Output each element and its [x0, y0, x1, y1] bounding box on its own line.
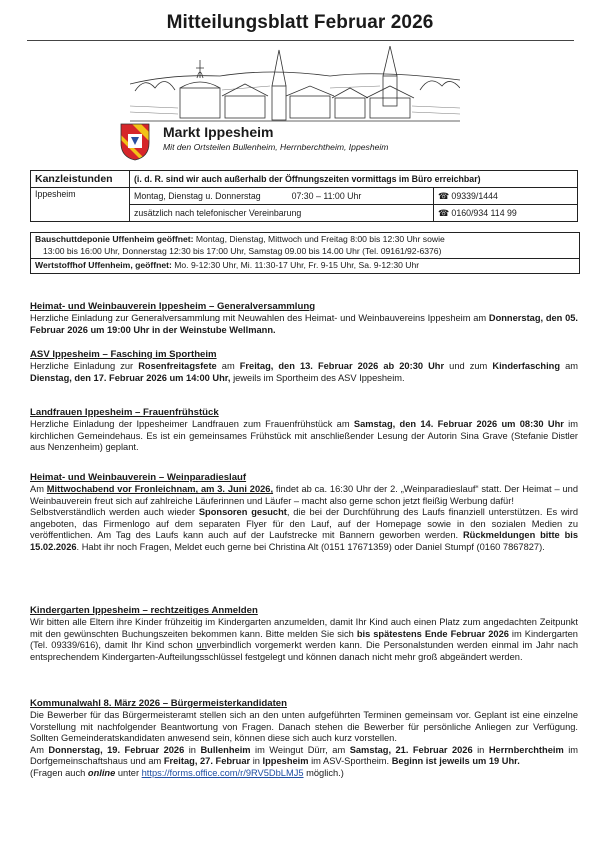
municipality-name: Markt Ippesheim: [163, 124, 274, 140]
office-location: Ippesheim: [31, 188, 130, 222]
text: möglich.): [303, 767, 344, 778]
title-divider: [27, 40, 574, 41]
article-body: [30, 484, 578, 507]
article-body: [30, 361, 578, 384]
text: , die bei der Durchführung des Laufs finanziell unterstützen. Es wird angeboten, das Firmenlogo auf dem separaten Flyer für den Lauf, auf der Homepage sowie in den sozialen Medien zu veröffentlichen. Am Tag des Laufs kann auch auf der Laufstrecke mit Bannern geworben werden.: [30, 507, 578, 541]
article-mayor-candidates: [30, 698, 578, 780]
text: jeweils im Sportheim des ASV Ippesheim.: [230, 372, 405, 383]
text: am: [560, 361, 579, 371]
text: und zum: [444, 361, 493, 371]
text: im Kindergarten (Tel. 09339/616), damit Ihr Kind schon: [30, 628, 578, 651]
article-heading: ASV Ippesheim – Fasching im Sportheim: [30, 349, 217, 360]
text: Am: [30, 484, 47, 494]
office-days-time: [130, 188, 434, 205]
office-hours-table: [30, 170, 578, 222]
text: verbindlich vorgemerkt werden kann. Die Personalstunden werden einmal im Jahr nach entsprechendem Kindergarten-Aufteilungsschlüssel festgelegt und können danach nicht mehr groß abgeändert werden.: [30, 640, 578, 662]
highlight: Freitag, den 13. Februar 2026 ab 20:30 Uhr: [239, 361, 445, 371]
phone-1[interactable]: [434, 188, 578, 205]
highlight: Bullenheim: [200, 744, 251, 755]
text: im Weingut Dürr, am: [250, 744, 350, 755]
construction-waste-label: Bauschuttdeponie Uffenheim geöffnet:: [35, 234, 194, 244]
highlight: Donnerstag, den 05. Februar 2026 um 19:00 Uhr in der Weinstube Wellmann.: [30, 313, 578, 335]
text: . Habt ihr noch Fragen, Meldet euch gerne bei Christina Alt (0151 17671359) oder Daniel Stumpf (0160 7867827).: [76, 541, 545, 552]
article-heading: Kommunalwahl 8. März 2026 – Bürgermeisterkandidaten: [30, 698, 287, 709]
article-body-2: [30, 745, 578, 768]
text: in: [250, 756, 263, 767]
office-days: Montag, Dienstag u. Donnerstag: [134, 191, 261, 201]
article-wine-run: [30, 472, 578, 554]
text: Am: [30, 744, 49, 755]
text: im Dorfgemeinschaftshaus und am: [30, 744, 579, 767]
highlight: Mittwochabend vor Fronleichnam, am 3. Juni 2026,: [46, 484, 274, 494]
text: in: [184, 744, 201, 755]
depot-hours-box: [30, 232, 580, 274]
construction-waste-text: Montag, Dienstag, Mittwoch und Freitag 8:00 bis 12:30 Uhr sowie: [193, 234, 445, 244]
underlined-text: un: [196, 640, 207, 651]
article-womens-breakfast: [30, 407, 578, 454]
highlight: Samstag, 21. Februar 2026: [349, 744, 473, 755]
text: im kirchlichen Gemeindehaus. Es ist ein gemeinsames Frühstück mit anschließender Lesung der Autorin Sina Grave (Stefanie Distler aus Nenzenheim) geplant.: [30, 419, 578, 453]
recycling-center-label: Wertstoffhof Uffenheim, geöffnet:: [35, 260, 172, 270]
office-extra: zusätzlich nach telefonischer Vereinbarung: [130, 205, 434, 222]
office-hours-label: Kanzleistunden: [31, 171, 130, 188]
article-body-2: [30, 507, 578, 553]
text: Herzliche Einladung zur: [30, 361, 139, 371]
article-heading: Kindergarten Ippesheim – rechtzeitiges Anmelden: [30, 605, 258, 616]
text: unter: [115, 767, 142, 778]
highlight: Beginn ist jeweils um 19 Uhr.: [391, 756, 520, 767]
document-title: Mitteilungsblatt Februar 2026: [166, 12, 434, 33]
highlight: Rückmeldungen bitte bis 15.02.2026: [30, 530, 579, 552]
article-kindergarten: [30, 605, 578, 663]
recycling-center-text: Mo. 9-12:30 Uhr, Mi. 11:30-17 Uhr, Fr. 9-15 Uhr, Sa. 9-12:30 Uhr: [171, 260, 420, 270]
highlight: Donnerstag, 19. Februar 2026: [48, 744, 185, 755]
highlight: Kinderfasching: [492, 361, 561, 371]
phone-1-number: 09339/1444: [451, 190, 498, 201]
text: findet ab ca. 16:30 Uhr der 2. „Weinparadieslauf“ statt. Der Heimat – und Weinbauverein freut sich auf zahlreiche Läuferinnen und Läufer – macht also gerne schon jetzt fleißig Werbung dafür!: [30, 484, 579, 506]
phone-2[interactable]: [434, 205, 578, 222]
text: in: [472, 744, 489, 755]
highlight: Herrnberchtheim: [488, 744, 564, 755]
coat-of-arms-icon: [120, 123, 150, 161]
phone-icon: ☎: [438, 190, 449, 201]
phone-2-number: 0160/934 114 99: [451, 207, 517, 218]
text: Selbstverständlich werden auch wieder: [30, 507, 199, 518]
text: am: [216, 361, 240, 371]
recycling-center-hours: [31, 258, 579, 273]
article-body-3: [30, 768, 578, 780]
article-body: [30, 617, 578, 663]
article-body: Die Bewerber für das Bürgermeisteramt stellen sich an den unten aufgeführten Terminen gemeinsam vor. Geplant ist eine einzelne Vorstellung mit nachfolgender Beantwortung von Fragen. Danach stehen die Bewerber für persönliche Anliegen zur Verfügung. Sollten Gemeinderatskandidaten anwesend sein, können diese sich auch kurz vorstellen.: [30, 710, 578, 744]
text: im ASV-Sportheim.: [308, 756, 392, 767]
online-form-link[interactable]: https://forms.office.com/r/9RV5DbLMJ5: [141, 767, 304, 778]
article-heading: Heimat- und Weinbauverein Ippesheim – Generalversammlung: [30, 301, 316, 312]
highlight: bis spätestens Ende Februar 2026: [356, 628, 509, 639]
text: Herzliche Einladung der Ippesheimer Landfrauen zum Frauenfrühstück am: [30, 419, 354, 429]
article-body: [30, 313, 578, 336]
office-time: 07:30 – 11:00 Uhr: [291, 191, 362, 201]
article-heading: Heimat- und Weinbauverein – Weinparadieslauf: [30, 472, 247, 483]
highlight: Dienstag, den 17. Februar 2026 um 14:00 Uhr,: [30, 372, 231, 383]
municipality-subtitle: Mit den Ortsteilen Bullenheim, Herrnberchtheim, Ippesheim: [163, 142, 389, 152]
highlight: Rosenfreitagsfete: [138, 361, 217, 371]
townscape-illustration: [130, 46, 460, 126]
text: Herzliche Einladung zur Generalversammlung mit Neuwahlen des Heimat- und Weinbauvereins Ippesheim am: [30, 313, 489, 323]
construction-waste-text-2: 13:00 bis 16:00 Uhr, Donnerstag 12:30 bis 17:00 Uhr, Samstag 09.00 bis 14.00 Uhr (Tel. 09161/92-6376): [43, 245, 442, 256]
text: (Fragen auch: [30, 767, 88, 778]
highlight: Sponsoren gesucht: [198, 507, 287, 518]
phone-icon: ☎: [438, 207, 449, 218]
article-carnival: [30, 349, 578, 384]
article-body: [30, 419, 578, 454]
highlight: Freitag, 27. Februar: [163, 756, 251, 767]
article-heading: Landfrauen Ippesheim – Frauenfrühstück: [30, 407, 219, 418]
highlight: Samstag, den 14. Februar 2026 um 08:30 Uhr: [353, 419, 564, 429]
municipality-brand: [163, 124, 388, 153]
text: Wir bitten alle Eltern ihre Kinder frühzeitig im Kindergarten anzumelden, damit Ihr Kind auch einen Platz zum angedachten Zeitpunkt mit den gewünschten Buchungszeiten bekommen kann. Bitte melden Sie sich: [30, 617, 578, 639]
highlight: Ippesheim: [262, 756, 309, 767]
construction-waste-hours: [31, 233, 579, 258]
article-general-meeting: [30, 301, 578, 336]
highlight: online: [87, 767, 116, 778]
office-hours-note: (i. d. R. sind wir auch außerhalb der Öffnungszeiten vormittags im Büro erreichbar): [130, 171, 578, 188]
